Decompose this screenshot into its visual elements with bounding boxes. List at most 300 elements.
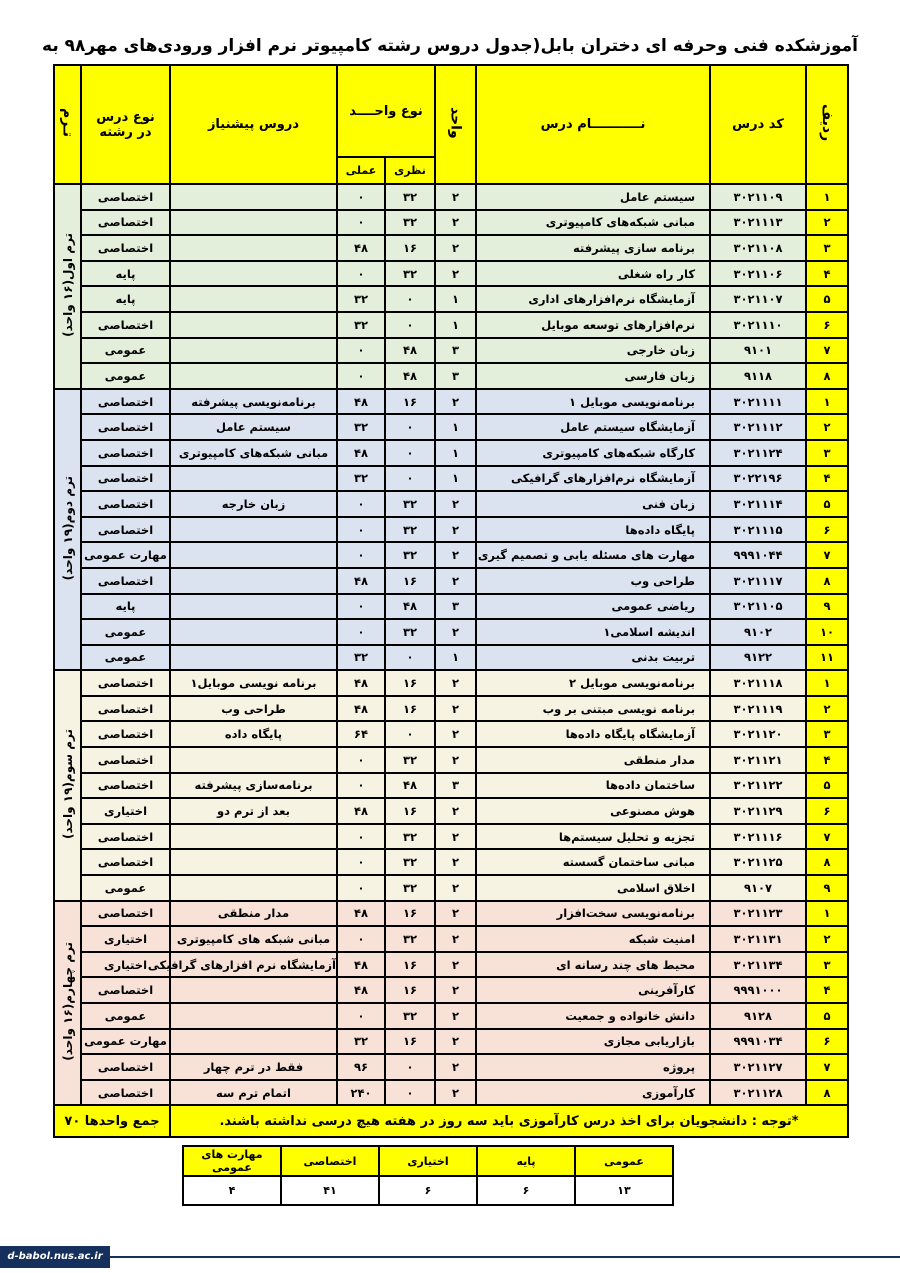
course-type-cell: اختصاصی (81, 466, 170, 492)
units-cell: ۲ (435, 1080, 476, 1106)
table-row (54, 747, 848, 773)
summary-label: مهارت های عمومی (183, 1146, 281, 1176)
row-number-cell: ۱ (806, 389, 848, 415)
row-number-cell: ۷ (806, 338, 848, 364)
course-type-cell: اختصاصی (81, 568, 170, 594)
table-row (54, 312, 848, 338)
course-name-cell: زبان فارسی (476, 363, 710, 389)
units-cell: ۲ (435, 1029, 476, 1055)
course-type-cell: عمومی (81, 645, 170, 671)
units-cell: ۳ (435, 338, 476, 364)
prereq-cell (170, 312, 337, 338)
theory-hours-cell: ۱۶ (385, 389, 435, 415)
course-type-cell: پایه (81, 261, 170, 287)
practical-hours-cell: ۰ (337, 1003, 385, 1029)
course-code-cell: ۳۰۲۱۱۱۵ (710, 517, 806, 543)
table-row (54, 261, 848, 287)
practical-hours-cell: ۴۸ (337, 440, 385, 466)
row-number-cell: ۱ (806, 901, 848, 927)
course-type-cell: مهارت عمومی (81, 1029, 170, 1055)
table-row (54, 798, 848, 824)
table-row (54, 977, 848, 1003)
table-row (54, 338, 848, 364)
course-type-cell: اختیاری (81, 952, 170, 978)
course-code-cell: ۳۰۲۱۱۲۷ (710, 1054, 806, 1080)
header-name: نـــــــــــام درس (476, 65, 710, 184)
practical-hours-cell: ۰ (337, 747, 385, 773)
course-type-cell: اختصاصی (81, 849, 170, 875)
course-name-cell: برنامه نویسی مبتنی بر وب (476, 696, 710, 722)
course-type-cell: پایه (81, 286, 170, 312)
prereq-cell (170, 466, 337, 492)
prereq-cell: برنامه‌نویسی پیشرفته (170, 389, 337, 415)
course-code-cell: ۳۰۲۱۱۲۸ (710, 1080, 806, 1106)
row-number-cell: ۲ (806, 210, 848, 236)
course-name-cell: مبانی شبکه‌های کامپیوتری (476, 210, 710, 236)
course-name-cell: کارگاه شبکه‌های کامپیوتری (476, 440, 710, 466)
table-body (54, 184, 848, 1105)
course-type-cell: اختیاری (81, 926, 170, 952)
row-number-cell: ۸ (806, 568, 848, 594)
prereq-cell: مدار منطقی (170, 901, 337, 927)
prereq-cell (170, 594, 337, 620)
row-number-cell: ۴ (806, 977, 848, 1003)
prereq-cell (170, 1029, 337, 1055)
course-code-cell: ۳۰۲۱۱۱۰ (710, 312, 806, 338)
course-code-cell: ۳۰۲۱۱۲۴ (710, 440, 806, 466)
course-code-cell: ۳۰۲۱۱۰۷ (710, 286, 806, 312)
practical-hours-cell: ۳۲ (337, 645, 385, 671)
course-code-cell: ۳۰۲۱۱۱۴ (710, 491, 806, 517)
footer-total: جمع واحدها ۷۰ (54, 1105, 170, 1137)
table-row (54, 1003, 848, 1029)
theory-hours-cell: ۱۶ (385, 696, 435, 722)
course-type-cell: اختصاصی (81, 977, 170, 1003)
practical-hours-cell: ۰ (337, 210, 385, 236)
course-type-cell: اختصاصی (81, 1080, 170, 1106)
summary-value: ۶ (379, 1176, 477, 1205)
theory-hours-cell: ۴۸ (385, 363, 435, 389)
theory-hours-cell: ۰ (385, 1054, 435, 1080)
row-number-cell: ۸ (806, 363, 848, 389)
table-row (54, 721, 848, 747)
course-name-cell: کارآموزی (476, 1080, 710, 1106)
theory-hours-cell: ۱۶ (385, 901, 435, 927)
table-row (54, 901, 848, 927)
practical-hours-cell: ۴۸ (337, 901, 385, 927)
course-code-cell: ۳۰۲۱۱۱۷ (710, 568, 806, 594)
units-cell: ۲ (435, 619, 476, 645)
prereq-cell (170, 875, 337, 901)
units-cell: ۲ (435, 926, 476, 952)
units-cell: ۳ (435, 773, 476, 799)
units-cell: ۲ (435, 977, 476, 1003)
theory-hours-cell: ۳۲ (385, 619, 435, 645)
prereq-cell (170, 184, 337, 210)
course-type-cell: عمومی (81, 338, 170, 364)
theory-hours-cell: ۱۶ (385, 798, 435, 824)
row-number-cell: ۴ (806, 747, 848, 773)
practical-hours-cell: ۴۸ (337, 235, 385, 261)
table-row (54, 466, 848, 492)
course-name-cell: نرم‌افزارهای توسعه موبایل (476, 312, 710, 338)
term-label-cell (54, 389, 81, 671)
course-type-cell: عمومی (81, 1003, 170, 1029)
header-term: تـرم (54, 65, 81, 184)
course-type-cell: اختصاصی (81, 312, 170, 338)
prereq-cell (170, 824, 337, 850)
course-type-cell: اختصاصی (81, 773, 170, 799)
row-number-cell: ۲ (806, 414, 848, 440)
prereq-cell: زبان خارجه (170, 491, 337, 517)
units-cell: ۱ (435, 286, 476, 312)
theory-hours-cell: ۳۲ (385, 824, 435, 850)
units-cell: ۲ (435, 875, 476, 901)
course-type-cell: اختصاصی (81, 389, 170, 415)
course-name-cell: برنامه‌نویسی موبایل ۱ (476, 389, 710, 415)
prereq-cell (170, 261, 337, 287)
practical-hours-cell: ۴۸ (337, 952, 385, 978)
course-name-cell: دانش خانواده و جمعیت (476, 1003, 710, 1029)
units-cell: ۱ (435, 645, 476, 671)
summary-value: ۴۱ (281, 1176, 379, 1205)
course-code-cell: ۳۰۲۱۱۲۹ (710, 798, 806, 824)
practical-hours-cell: ۰ (337, 926, 385, 952)
practical-hours-cell: ۰ (337, 363, 385, 389)
table-row (54, 594, 848, 620)
prereq-cell: پایگاه داده (170, 721, 337, 747)
course-name-cell: سیستم عامل (476, 184, 710, 210)
practical-hours-cell: ۴۸ (337, 977, 385, 1003)
theory-hours-cell: ۳۲ (385, 184, 435, 210)
practical-hours-cell: ۴۸ (337, 568, 385, 594)
units-cell: ۲ (435, 670, 476, 696)
practical-hours-cell: ۲۴۰ (337, 1080, 385, 1106)
practical-hours-cell: ۹۶ (337, 1054, 385, 1080)
summary-label-row (183, 1146, 673, 1176)
prereq-cell (170, 747, 337, 773)
row-number-cell: ۳ (806, 235, 848, 261)
table-row (54, 875, 848, 901)
footer-note: *توجه : دانشجویان برای اخذ درس کارآموزی باید سه روز در هفته هیچ درسی نداشته باشند. (170, 1105, 848, 1137)
course-type-cell: اختصاصی (81, 414, 170, 440)
term-label: ترم سوم(۱۹ واحد) (60, 728, 75, 839)
course-type-cell: اختصاصی (81, 184, 170, 210)
units-cell: ۳ (435, 363, 476, 389)
course-code-cell: ۳۰۲۱۱۳۴ (710, 952, 806, 978)
units-cell: ۲ (435, 517, 476, 543)
practical-hours-cell: ۰ (337, 184, 385, 210)
course-name-cell: آزمایشگاه پایگاه داده‌ها (476, 721, 710, 747)
summary-value: ۴ (183, 1176, 281, 1205)
course-table (53, 64, 849, 1138)
course-type-cell: عمومی (81, 619, 170, 645)
units-cell: ۲ (435, 491, 476, 517)
course-type-cell: اختصاصی (81, 210, 170, 236)
course-name-cell: تربیت بدنی (476, 645, 710, 671)
course-name-cell: آزمایشگاه سیستم عامل (476, 414, 710, 440)
course-code-cell: ۳۰۲۱۱۲۲ (710, 773, 806, 799)
course-name-cell: ساختمان داده‌ها (476, 773, 710, 799)
course-name-cell: برنامه‌نویسی سخت‌افزار (476, 901, 710, 927)
course-name-cell: بازاریابی مجازی (476, 1029, 710, 1055)
practical-hours-cell: ۰ (337, 517, 385, 543)
theory-hours-cell: ۳۲ (385, 849, 435, 875)
row-number-cell: ۶ (806, 1029, 848, 1055)
header-prereq: دروس پیشنیاز (170, 65, 337, 184)
term-label: ترم چهارم(۱۶ واحد) (60, 942, 75, 1061)
term-label: ترم دوم(۱۹ واحد) (60, 475, 75, 581)
theory-hours-cell: ۰ (385, 414, 435, 440)
units-cell: ۲ (435, 1003, 476, 1029)
prereq-cell: اتمام ترم سه (170, 1080, 337, 1106)
table-row (54, 1029, 848, 1055)
row-number-cell: ۷ (806, 824, 848, 850)
course-code-cell: ۳۰۲۱۱۱۳ (710, 210, 806, 236)
units-cell: ۲ (435, 210, 476, 236)
table-row (54, 1080, 848, 1106)
table-row (54, 210, 848, 236)
prereq-cell: مبانی شبکه های کامپیوتری (170, 926, 337, 952)
practical-hours-cell: ۳۲ (337, 286, 385, 312)
units-cell: ۲ (435, 747, 476, 773)
course-code-cell: ۳۰۲۲۱۹۶ (710, 466, 806, 492)
units-cell: ۲ (435, 849, 476, 875)
course-code-cell: ۹۱۲۸ (710, 1003, 806, 1029)
row-number-cell: ۵ (806, 773, 848, 799)
row-number-cell: ۵ (806, 1003, 848, 1029)
units-cell: ۱ (435, 440, 476, 466)
course-name-cell: مهارت های مسئله یابی و تصمیم گیری (476, 542, 710, 568)
units-cell: ۲ (435, 389, 476, 415)
row-number-cell: ۳ (806, 952, 848, 978)
theory-hours-cell: ۳۲ (385, 747, 435, 773)
table-row (54, 235, 848, 261)
header-units: واحد (435, 65, 476, 184)
prereq-cell (170, 286, 337, 312)
table-row (54, 542, 848, 568)
table-row (54, 491, 848, 517)
theory-hours-cell: ۱۶ (385, 568, 435, 594)
row-number-cell: ۲ (806, 926, 848, 952)
course-name-cell: پایگاه داده‌ها (476, 517, 710, 543)
theory-hours-cell: ۰ (385, 645, 435, 671)
units-cell: ۱ (435, 312, 476, 338)
table-row (54, 1054, 848, 1080)
units-cell: ۱ (435, 466, 476, 492)
course-name-cell: مدار منطقی (476, 747, 710, 773)
course-name-cell: برنامه سازی پیشرفته (476, 235, 710, 261)
row-number-cell: ۶ (806, 312, 848, 338)
units-cell: ۲ (435, 798, 476, 824)
practical-hours-cell: ۶۴ (337, 721, 385, 747)
row-number-cell: ۷ (806, 542, 848, 568)
theory-hours-cell: ۳۲ (385, 1003, 435, 1029)
units-cell: ۳ (435, 594, 476, 620)
header-code: کد درس (710, 65, 806, 184)
course-code-cell: ۳۰۲۱۱۱۶ (710, 824, 806, 850)
summary-label: اختیاری (379, 1146, 477, 1176)
units-cell: ۲ (435, 542, 476, 568)
theory-hours-cell: ۱۶ (385, 1029, 435, 1055)
row-number-cell: ۷ (806, 1054, 848, 1080)
course-code-cell: ۳۰۲۱۱۰۶ (710, 261, 806, 287)
theory-hours-cell: ۱۶ (385, 235, 435, 261)
table-row (54, 952, 848, 978)
table-row (54, 389, 848, 415)
prereq-cell (170, 542, 337, 568)
practical-hours-cell: ۳۲ (337, 414, 385, 440)
theory-hours-cell: ۰ (385, 440, 435, 466)
course-code-cell: ۹۹۹۱۰۰۰ (710, 977, 806, 1003)
practical-hours-cell: ۴۸ (337, 798, 385, 824)
course-code-cell: ۹۹۹۱۰۴۴ (710, 542, 806, 568)
theory-hours-cell: ۱۶ (385, 952, 435, 978)
course-name-cell: کار راه شغلی (476, 261, 710, 287)
practical-hours-cell: ۳۲ (337, 466, 385, 492)
course-name-cell: زبان خارجی (476, 338, 710, 364)
prereq-cell (170, 363, 337, 389)
course-type-cell: اختصاصی (81, 747, 170, 773)
row-number-cell: ۹ (806, 875, 848, 901)
units-cell: ۲ (435, 184, 476, 210)
units-cell: ۲ (435, 696, 476, 722)
prereq-cell: برنامه نویسی موبایل۱ (170, 670, 337, 696)
header-course-type: نوع درس در رشته (81, 65, 170, 184)
table-row (54, 440, 848, 466)
row-number-cell: ۱۰ (806, 619, 848, 645)
row-number-cell: ۸ (806, 849, 848, 875)
row-number-cell: ۲ (806, 696, 848, 722)
prereq-cell (170, 338, 337, 364)
course-type-cell: اختصاصی (81, 824, 170, 850)
course-type-cell: اختصاصی (81, 901, 170, 927)
table-row (54, 849, 848, 875)
prereq-cell: آزمایشگاه نرم افزارهای گرافیکی (170, 952, 337, 978)
practical-hours-cell: ۰ (337, 849, 385, 875)
course-code-cell: ۹۱۱۸ (710, 363, 806, 389)
summary-table (182, 1145, 674, 1206)
table-row (54, 363, 848, 389)
header-practical: عملی (337, 157, 385, 184)
course-code-cell: ۳۰۲۱۱۱۸ (710, 670, 806, 696)
course-name-cell: برنامه‌نویسی موبایل ۲ (476, 670, 710, 696)
theory-hours-cell: ۱۶ (385, 670, 435, 696)
practical-hours-cell: ۳۲ (337, 1029, 385, 1055)
practical-hours-cell: ۰ (337, 491, 385, 517)
table-row (54, 184, 848, 210)
theory-hours-cell: ۰ (385, 1080, 435, 1106)
units-cell: ۱ (435, 414, 476, 440)
row-number-cell: ۴ (806, 261, 848, 287)
course-type-cell: مهارت عمومی (81, 542, 170, 568)
course-name-cell: محیط های چند رسانه ای (476, 952, 710, 978)
course-name-cell: اندیشه اسلامی۱ (476, 619, 710, 645)
practical-hours-cell: ۴۸ (337, 389, 385, 415)
watermark-rule (110, 1256, 900, 1258)
practical-hours-cell: ۰ (337, 542, 385, 568)
course-type-cell: عمومی (81, 875, 170, 901)
theory-hours-cell: ۴۸ (385, 594, 435, 620)
summary-label: پایه (477, 1146, 575, 1176)
table-row (54, 670, 848, 696)
units-cell: ۲ (435, 1054, 476, 1080)
summary-label: عمومی (575, 1146, 673, 1176)
course-code-cell: ۹۱۲۲ (710, 645, 806, 671)
theory-hours-cell: ۳۲ (385, 261, 435, 287)
row-number-cell: ۹ (806, 594, 848, 620)
row-number-cell: ۶ (806, 798, 848, 824)
course-name-cell: زبان فنی (476, 491, 710, 517)
course-code-cell: ۳۰۲۱۱۳۱ (710, 926, 806, 952)
units-cell: ۲ (435, 568, 476, 594)
summary-label: اختصاصی (281, 1146, 379, 1176)
row-number-cell: ۱ (806, 184, 848, 210)
theory-hours-cell: ۱۶ (385, 977, 435, 1003)
theory-hours-cell: ۳۲ (385, 926, 435, 952)
prereq-cell (170, 235, 337, 261)
units-cell: ۲ (435, 261, 476, 287)
course-name-cell: پروژه (476, 1054, 710, 1080)
prereq-cell (170, 849, 337, 875)
practical-hours-cell: ۴۸ (337, 670, 385, 696)
course-code-cell: ۳۰۲۱۱۰۹ (710, 184, 806, 210)
row-number-cell: ۱۱ (806, 645, 848, 671)
theory-hours-cell: ۰ (385, 721, 435, 747)
units-cell: ۲ (435, 901, 476, 927)
practical-hours-cell: ۰ (337, 824, 385, 850)
row-number-cell: ۵ (806, 491, 848, 517)
row-number-cell: ۵ (806, 286, 848, 312)
course-type-cell: اختصاصی (81, 696, 170, 722)
theory-hours-cell: ۰ (385, 312, 435, 338)
summary-value: ۱۳ (575, 1176, 673, 1205)
summary-value: ۶ (477, 1176, 575, 1205)
table-row (54, 645, 848, 671)
course-code-cell: ۳۰۲۱۱۱۹ (710, 696, 806, 722)
table-row (54, 414, 848, 440)
course-type-cell: اختیاری (81, 798, 170, 824)
theory-hours-cell: ۰ (385, 286, 435, 312)
course-type-cell: اختصاصی (81, 721, 170, 747)
header-theory: نظری (385, 157, 435, 184)
site-watermark: d-babol.nus.ac.ir (0, 1246, 110, 1268)
practical-hours-cell: ۳۲ (337, 312, 385, 338)
course-name-cell: هوش مصنوعی (476, 798, 710, 824)
table-row (54, 696, 848, 722)
practical-hours-cell: ۰ (337, 773, 385, 799)
course-name-cell: اخلاق اسلامی (476, 875, 710, 901)
prereq-cell (170, 517, 337, 543)
practical-hours-cell: ۰ (337, 261, 385, 287)
course-name-cell: امنیت شبکه (476, 926, 710, 952)
course-type-cell: اختصاصی (81, 491, 170, 517)
course-code-cell: ۳۰۲۱۱۰۵ (710, 594, 806, 620)
course-type-cell: اختصاصی (81, 517, 170, 543)
practical-hours-cell: ۴۸ (337, 696, 385, 722)
term-label-cell (54, 901, 81, 1106)
theory-hours-cell: ۳۲ (385, 517, 435, 543)
table-row (54, 619, 848, 645)
course-code-cell: ۳۰۲۱۱۱۲ (710, 414, 806, 440)
summary-value-row (183, 1176, 673, 1205)
course-name-cell: آزمایشگاه نرم‌افزارهای گرافیکی (476, 466, 710, 492)
page-title: آموزشکده فنی وحرفه ای دختران بابل(جدول دروس رشته کامپیوتر نرم افزار ورودی‌های مهر۹۸ به (42, 36, 858, 56)
course-code-cell: ۳۰۲۱۱۲۰ (710, 721, 806, 747)
course-code-cell: ۳۰۲۱۱۲۳ (710, 901, 806, 927)
course-name-cell: آزمایشگاه نرم‌افزارهای اداری (476, 286, 710, 312)
row-number-cell: ۱ (806, 670, 848, 696)
